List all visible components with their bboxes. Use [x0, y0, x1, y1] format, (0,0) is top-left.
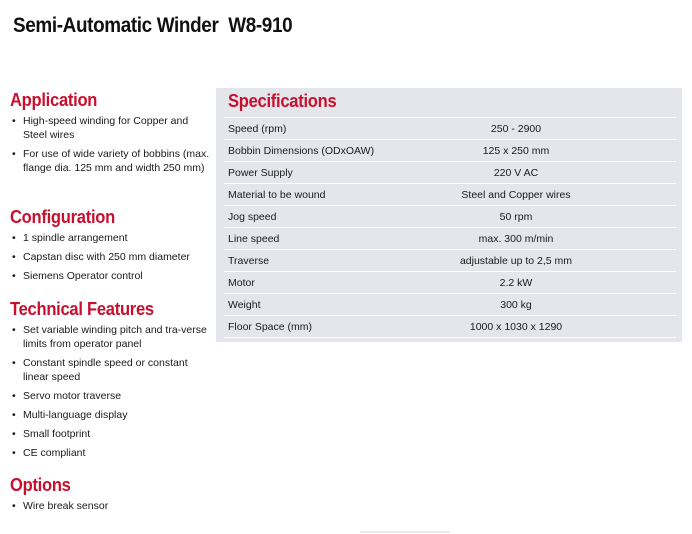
application-heading: Application — [10, 90, 98, 110]
options-section — [10, 475, 210, 513]
list-item-text: Constant spindle speed or constant linear speed — [23, 357, 188, 383]
list-item — [10, 499, 210, 513]
bullet-icon: • — [12, 232, 16, 244]
spec-label: Bobbin Dimensions (ODxOAW) — [224, 140, 392, 162]
table-row — [224, 294, 676, 316]
list-item — [10, 446, 210, 460]
application-section — [10, 90, 210, 207]
technical-features-section — [10, 299, 210, 475]
list-item-text: For use of wide variety of bobbins (max. flange dia. 125 mm and width 250 mm) — [23, 148, 210, 174]
table-row — [224, 228, 676, 250]
spec-value: 2.2 kW — [392, 272, 676, 294]
spec-value: 300 kg — [392, 294, 676, 316]
specifications-table — [224, 117, 676, 338]
spec-value: 1000 x 1030 x 1290 — [392, 316, 676, 338]
list-item — [10, 408, 210, 422]
list-item — [10, 269, 210, 283]
list-item-text: Wire break sensor — [23, 500, 109, 512]
bullet-icon: • — [12, 447, 16, 459]
configuration-section — [10, 207, 210, 299]
technical-features-list — [10, 323, 210, 460]
spec-value: 125 x 250 mm — [392, 140, 676, 162]
list-item — [10, 356, 210, 384]
feature-column — [10, 90, 210, 518]
page-title: Semi-Automatic Winder W8-910 — [13, 14, 293, 37]
table-row — [224, 184, 676, 206]
list-item — [10, 147, 210, 175]
list-item-text: Capstan disc with 250 mm diameter — [23, 251, 190, 263]
list-item-text: Siemens Operator control — [23, 270, 143, 282]
bullet-icon: • — [12, 251, 16, 263]
list-item — [10, 231, 210, 245]
table-row — [224, 162, 676, 184]
spec-value: 220 V AC — [392, 162, 676, 184]
spec-label: Motor — [224, 272, 392, 294]
bullet-icon: • — [12, 390, 16, 402]
configuration-heading: Configuration — [10, 207, 115, 227]
table-row — [224, 206, 676, 228]
spec-label: Traverse — [224, 250, 392, 272]
list-item-text: Set variable winding pitch and tra-verse limits from operator panel — [23, 324, 207, 350]
spec-value: 250 - 2900 — [392, 118, 676, 140]
list-item — [10, 389, 210, 403]
spec-value: 50 rpm — [392, 206, 676, 228]
list-item — [10, 114, 210, 142]
spec-value: max. 300 m/min — [392, 228, 676, 250]
spec-label: Jog speed — [224, 206, 392, 228]
bullet-icon: • — [12, 409, 16, 421]
spec-label: Power Supply — [224, 162, 392, 184]
table-row — [224, 250, 676, 272]
list-item-text: Small footprint — [23, 428, 91, 440]
list-item-text: CE compliant — [23, 447, 86, 459]
spec-label: Line speed — [224, 228, 392, 250]
bullet-icon: • — [12, 148, 16, 160]
table-row — [224, 140, 676, 162]
specifications-panel — [216, 88, 682, 342]
spec-value: Steel and Copper wires — [392, 184, 676, 206]
bullet-icon: • — [12, 115, 16, 127]
spec-label: Floor Space (mm) — [224, 316, 392, 338]
list-item-text: Servo motor traverse — [23, 390, 122, 402]
spec-label: Material to be wound — [224, 184, 392, 206]
decorative-divider — [360, 531, 450, 533]
specifications-heading: Specifications — [228, 91, 337, 111]
options-heading: Options — [10, 475, 71, 495]
bullet-icon: • — [12, 324, 16, 336]
spec-value: adjustable up to 2,5 mm — [392, 250, 676, 272]
bullet-icon: • — [12, 270, 16, 282]
list-item-text: 1 spindle arrangement — [23, 232, 128, 244]
list-item — [10, 427, 210, 441]
bullet-icon: • — [12, 500, 16, 512]
list-item — [10, 323, 210, 351]
list-item-text: High-speed winding for Copper and Steel wires — [23, 115, 189, 141]
application-list — [10, 114, 210, 175]
table-row — [224, 272, 676, 294]
table-row — [224, 118, 676, 140]
spec-label: Speed (rpm) — [224, 118, 392, 140]
table-row — [224, 316, 676, 338]
configuration-list — [10, 231, 210, 283]
bullet-icon: • — [12, 428, 16, 440]
bullet-icon: • — [12, 357, 16, 369]
technical-features-heading: Technical Features — [10, 299, 154, 319]
list-item-text: Multi-language display — [23, 409, 128, 421]
spec-label: Weight — [224, 294, 392, 316]
list-item — [10, 250, 210, 264]
options-list — [10, 499, 210, 513]
